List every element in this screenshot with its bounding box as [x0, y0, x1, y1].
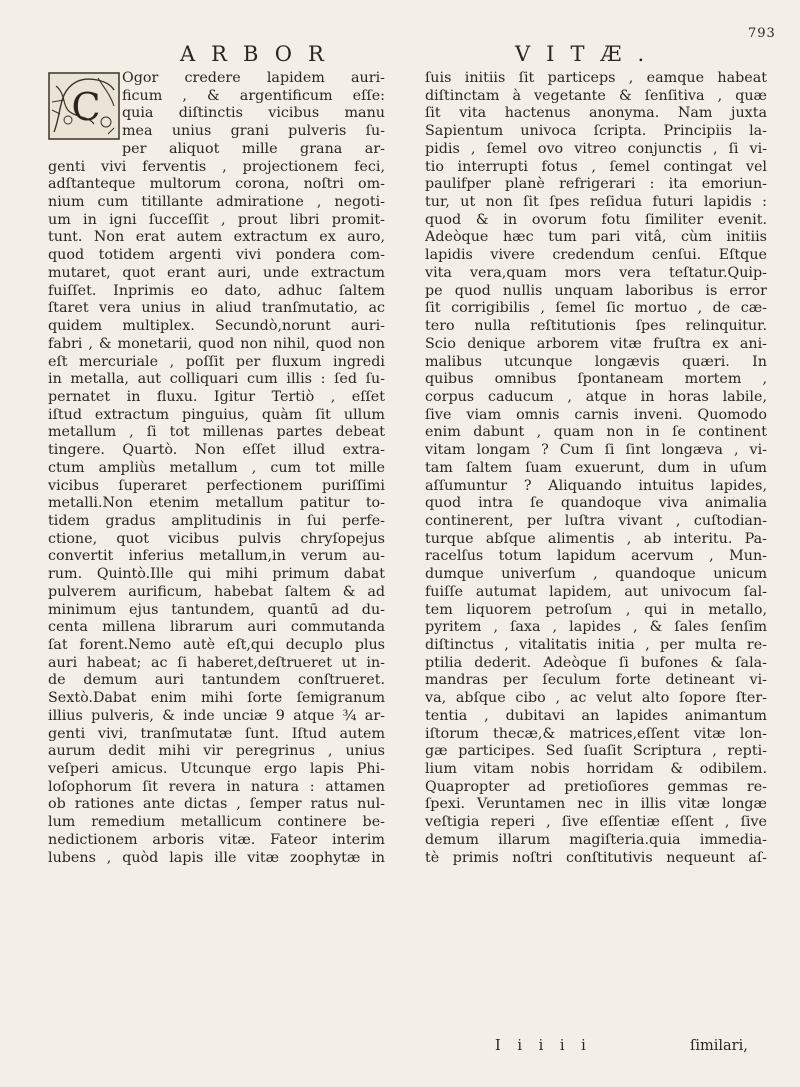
left-column: [48, 70, 385, 867]
text-line: tio interrupti fotus , ſemel contingat vel: [425, 158, 767, 175]
text-line: fabri , & monetarii, quod non nihil, quod non: [48, 335, 385, 352]
text-line: demum illarum magiſteria.quia immedia-: [425, 831, 767, 848]
text-line: vicibus ſuperaret perfectionem puriſſimi: [48, 477, 385, 494]
right-column: [425, 70, 767, 867]
text-line: de demum auri tantundem conſtrueret.: [48, 672, 385, 689]
text-line: loſophorum ſit revera in natura : attamen: [48, 778, 385, 795]
text-line: nedictionem arboris vitæ. Fateor interim: [48, 831, 385, 848]
text-line: Sextò.Dabat enim mihi ſorte ſemigranum: [48, 690, 385, 707]
running-head-right: VITÆ.: [515, 42, 661, 66]
text-line: enim dabunt , quam non in ſe continent: [425, 424, 767, 441]
text-line: mandras per ſeculum forte detineant vi-: [425, 672, 767, 689]
text-line: continerent, per luſtra vivant , cuſtodian-: [425, 512, 767, 529]
text-line: veſperi amicus. Utcunque ergo lapis Phi-: [48, 761, 385, 778]
text-line: illius pulveris, & inde unciæ 9 atque ¾ ar-: [48, 707, 385, 724]
text-line: fuiſſet. Inprimis eo dato, adhuc ſaltem: [48, 282, 385, 299]
text-line: pe quod nullis unquam laboribus is error: [425, 282, 767, 299]
text-line: Ogor credere lapidem auri-: [122, 70, 385, 86]
text-line: rum. Quintò.Ille qui mihi primum dabat: [48, 566, 385, 583]
text-line: genti vivi, tranſmutatæ ſunt. Iſtud autem: [48, 725, 385, 742]
text-line: adſtanteque multorum corona, noſtri om-: [48, 176, 385, 193]
text-line: Sapientum univoca ſcripta. Principiis la-: [425, 123, 767, 140]
text-line: quia diſtinctis vicibus manu: [122, 105, 385, 122]
text-line: aurum dedit mihi vir peregrinus , unius: [48, 743, 385, 760]
text-line: quod totidem argenti vivi pondera com-: [48, 247, 385, 264]
text-line: in metalla, aut colliquari cum illis : ſed ſu-: [48, 371, 385, 388]
text-line: convertit inferius metallum,in verum au-: [48, 548, 385, 565]
text-line: iſtud extractum pinguius, quàm ſit ullum: [48, 406, 385, 423]
text-line: Quapropter ad pretioſiores gemmas re-: [425, 778, 767, 795]
text-line: tingere. Quartò. Non eſſet illud extra-: [48, 442, 385, 459]
text-line: quod & in ovorum fotu ſimiliter evenit.: [425, 211, 767, 228]
initial-letter: C: [71, 85, 101, 129]
text-line: veſtigia reperi , ſive eſſentiæ eſſent , ſive: [425, 814, 767, 831]
text-line: ctione, quot vicibus pulvis chryſopejus: [48, 530, 385, 547]
text-line: centa millena librarum auri commutanda: [48, 619, 385, 636]
text-line: eſt mercuriale , poſſit per fluxum ingredi: [48, 353, 385, 370]
signature-mark: I i i i i: [495, 1038, 592, 1054]
text-line: ficum , & argentificum eſſe:: [122, 87, 385, 104]
text-line: quidem multiplex. Secundò,norunt auri-: [48, 318, 385, 335]
catchword: ſimilari,: [690, 1038, 748, 1054]
text-line: racelſus totum lapidum acervum , Mun-: [425, 548, 767, 565]
text-line: quibus omnibus ſpontaneam mortem ,: [425, 371, 767, 388]
text-line: ſuis initiis ſit particeps , eamque habeat: [425, 70, 767, 86]
text-line: tunt. Non erat autem extractum ex auro,: [48, 229, 385, 246]
text-line: va, abſque cibo , ac velut alto ſopore ſter-: [425, 690, 767, 707]
text-line: ptilia dederit. Adeòque ſi bufones & ſala-: [425, 654, 767, 671]
text-line: tero nulla reſtitutionis ſpes relinquitur.: [425, 318, 767, 335]
text-line: ſit vita hactenus anonyma. Nam juxta: [425, 105, 767, 122]
text-line: pulverem aurificum, habebat ſaltem & ad: [48, 583, 385, 600]
text-line: per aliquot mille grana ar-: [122, 140, 385, 157]
text-line: nium cum titillante admiratione , negoti-: [48, 194, 385, 211]
text-line: Scio denique arborem vitæ fruſtra ex ani-: [425, 335, 767, 352]
text-line: diſtinctus , vitalitatis initia , per multa re-: [425, 637, 767, 653]
text-line: Adeòque hæc tum pari vitâ, cùm initiis: [425, 229, 767, 246]
text-line: lum remedium metallicum continere be-: [48, 814, 385, 831]
text-line: gæ participes. Sed ſuaſit Scriptura , repti-: [425, 743, 767, 760]
text-line: lubens , quòd lapis ille vitæ zoophytæ in: [48, 849, 385, 866]
text-line: pernatet in fluxu. Igitur Tertiò , eſſet: [48, 388, 385, 405]
text-line: vitam longam ? Cum ſi ſint longæva , vi-: [425, 442, 767, 459]
text-line: turque abſque alimentis , ab interitu. Pa-: [425, 530, 767, 547]
text-line: metallum , ſi tot millenas partes debeat: [48, 424, 385, 441]
text-line: genti vivi ferventis , projectionem feci,: [48, 158, 385, 175]
text-line: paulifper planè refrigerari : ita emoriun-: [425, 176, 767, 193]
text-line: ſive viam omnis carnis inveni. Quomodo: [425, 406, 767, 423]
text-line: auri habeat; ac ſi haberet,deſtrueret ut in-: [48, 654, 385, 671]
text-line: mea unius grani pulveris ſu-: [122, 123, 385, 140]
text-line: um in igni ſucceſſit , prout libri promit-: [48, 211, 385, 228]
text-line: aſſumuntur ? Aliquando intuitus lapides,: [425, 477, 767, 494]
text-line: ctum ampliùs metallum , cum tot mille: [48, 459, 385, 476]
text-line: malibus utcunque longævis quæri. In: [425, 353, 767, 370]
text-line: dumque univerſum , quandoque unicum: [425, 566, 767, 583]
text-line: diſtinctam à vegetante & ſenſitiva , quæ: [425, 87, 767, 104]
text-line: tam ſaltem ſuam exuerunt, dum in uſum: [425, 459, 767, 476]
text-line: quod intra ſe quandoque viva animalia: [425, 495, 767, 512]
text-line: ſtaret vera unius in aliud tranſmutatio, ac: [48, 300, 385, 317]
text-line: minimum ejus tantundem, quantū ad du-: [48, 601, 385, 618]
text-line: tè primis noſtri conſtitutivis nequeunt aſ-: [425, 849, 767, 866]
page-number: 793: [748, 26, 776, 41]
text-line: metalli.Non etenim metallum patitur to-: [48, 495, 385, 512]
text-line: tentia , dubitavi an lapides animantum: [425, 707, 767, 724]
text-line: vita vera,quam mors vera teſtatur.Quip-: [425, 264, 767, 281]
text-line: tidem gradus amplitudinis in ſui perfe-: [48, 512, 385, 529]
text-line: corpus caducum , atque in horas labile,: [425, 388, 767, 405]
text-line: ob rationes ante dictas , ſemper ratus nul-: [48, 796, 385, 813]
text-line: iſtorum thecæ,& matrices,eſſent vitæ lon-: [425, 725, 767, 742]
text-line: fuiſſe autumat lapidem, aut univocum ſal-: [425, 583, 767, 600]
text-line: mutaret, quot erant auri, unde extractum: [48, 264, 385, 281]
text-line: pidis , ſemel ovo vitreo conjunctis , ſi vi-: [425, 140, 767, 157]
text-line: ſat forent.Nemo autè eſt,qui decuplo plus: [48, 637, 385, 653]
text-line: ſit corrigibilis , ſemel ſic mortuo , de cæ-: [425, 300, 767, 317]
text-line: tur, ut non ſit ſpes reſidua futuri lapidis :: [425, 194, 767, 211]
text-line: pyritem , ſaxa , lapides , & ſales ſenſim: [425, 619, 767, 636]
text-line: ſpexi. Veruntamen nec in illis vitæ longæ: [425, 796, 767, 813]
text-line: lium vitam nobis horridam & odibilem.: [425, 761, 767, 778]
running-head-left: ARBOR: [180, 42, 340, 66]
text-line: lapidis vivere credendum cenſui. Eſtque: [425, 247, 767, 264]
text-line: tem liquorem petroſum , qui in metallo,: [425, 601, 767, 618]
